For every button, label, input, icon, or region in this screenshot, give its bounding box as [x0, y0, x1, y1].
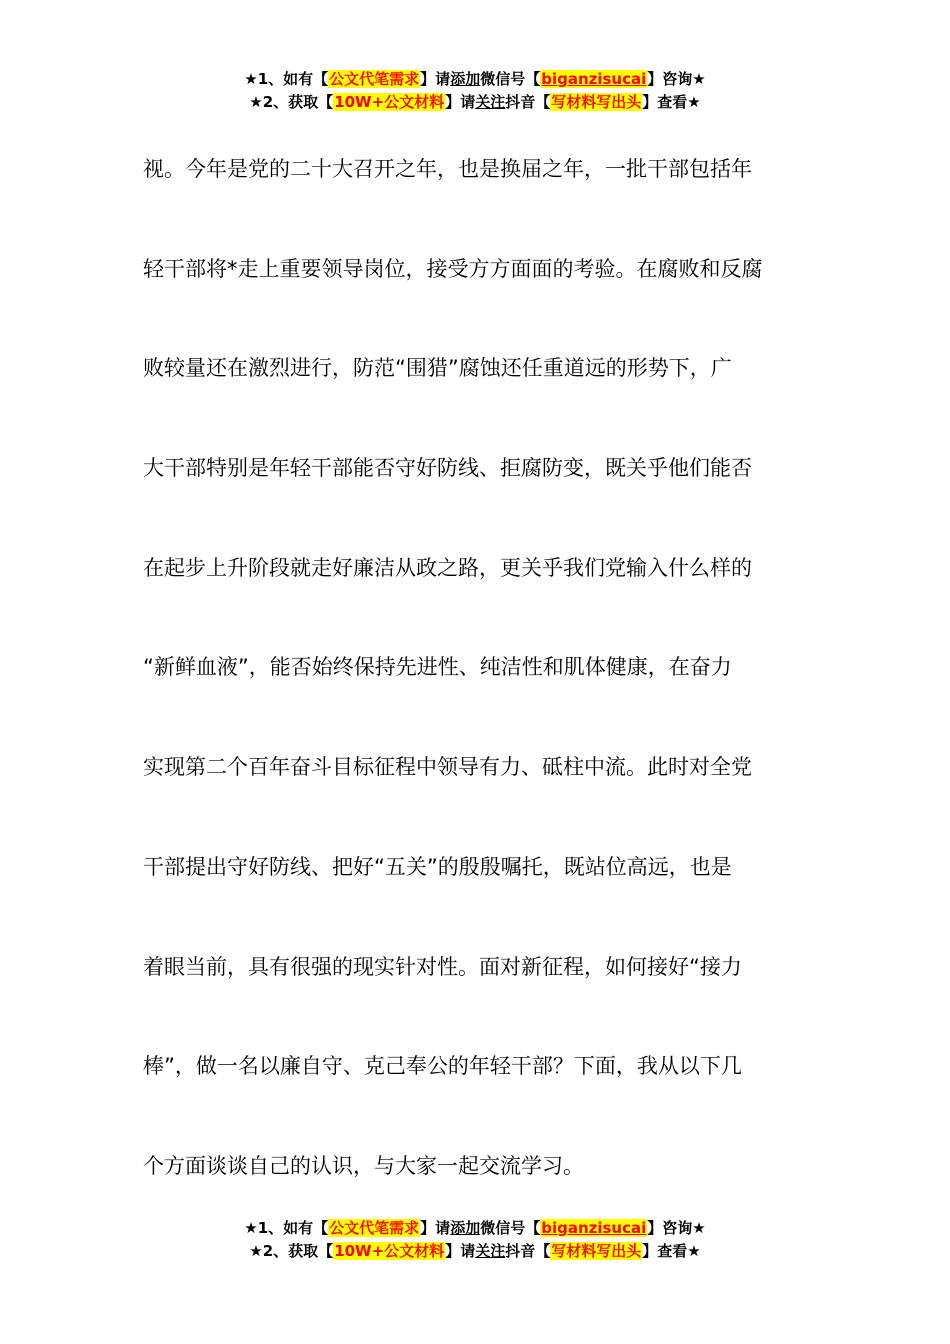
banner-line-2-mid2: 抖音【	[505, 93, 551, 111]
banner-highlight-service: 公文代笔需求	[329, 70, 420, 88]
body-line: 个方面谈谈自己的认识，与大家一起交流学习。	[143, 1153, 584, 1178]
header-banner	[0, 68, 950, 114]
footer-line-1-mid: 】请	[420, 1219, 451, 1237]
banner-line-1	[0, 68, 950, 91]
body-line: 败较量还在激烈进行，防范“围猎”腐蚀还任重道远的形势下，广	[143, 356, 732, 381]
footer-line-2-prefix: ★2、获取【	[249, 1242, 334, 1260]
body-line: 视。今年是党的二十大召开之年，也是换届之年，一批干部包括年	[143, 157, 752, 181]
banner-line-1-prefix: ★1、如有【	[244, 70, 329, 88]
banner-underline-add: 添加	[450, 70, 481, 88]
footer-line-2-mid: 】请	[445, 1242, 476, 1260]
footer-highlight-materials: 10W+公文材料	[334, 1242, 445, 1260]
footer-line-2-mid2: 抖音【	[505, 1242, 551, 1260]
banner-line-1-mid2: 微信号【	[480, 70, 541, 88]
footer-line-2-suffix: 】查看★	[642, 1242, 701, 1260]
body-paragraph	[143, 120, 813, 1217]
banner-underline-follow: 关注	[475, 93, 506, 111]
footer-highlight-service: 公文代笔需求	[329, 1219, 420, 1237]
banner-line-2	[0, 91, 950, 114]
banner-line-1-suffix: 】咨询★	[647, 70, 706, 88]
body-line: 干部提出守好防线、把好“五关”的殷殷嘱托，既站位高远，也是	[143, 854, 732, 879]
banner-highlight-materials: 10W+公文材料	[334, 93, 445, 111]
body-line: 大干部特别是年轻干部能否守好防线、拒腐防变，既关乎他们能否	[143, 456, 752, 481]
footer-banner-line-2	[0, 1240, 950, 1263]
footer-underline-add: 添加	[450, 1219, 481, 1237]
banner-line-1-mid: 】请	[420, 70, 451, 88]
body-line: 着眼当前，具有很强的现实针对性。面对新征程，如何接好“接力	[143, 954, 742, 979]
footer-highlight-douyin-account: 写材料写出头	[551, 1242, 642, 1260]
body-line: “新鲜血液”，能否始终保持先进性、纯洁性和肌体健康，在奋力	[143, 655, 732, 680]
footer-underline-follow: 关注	[475, 1242, 506, 1260]
body-line: 棒”，做一名以廉自守、克己奉公的年轻干部？下面，我从以下几	[143, 1054, 742, 1079]
banner-line-2-prefix: ★2、获取【	[249, 93, 334, 111]
footer-highlight-wechat-id: biganzisucai	[541, 1219, 647, 1237]
body-line: 轻干部将*走上重要领导岗位，接受方方面面的考验。在腐败和反腐	[143, 256, 763, 281]
footer-banner-line-1	[0, 1217, 950, 1240]
banner-highlight-douyin-account: 写材料写出头	[551, 93, 642, 111]
footer-line-1-prefix: ★1、如有【	[244, 1219, 329, 1237]
footer-banner	[0, 1217, 950, 1263]
footer-line-1-suffix: 】咨询★	[647, 1219, 706, 1237]
banner-highlight-wechat-id: biganzisucai	[541, 70, 647, 88]
body-line: 实现第二个百年奋斗目标征程中领导有力、砥柱中流。此时对全党	[143, 755, 752, 780]
footer-line-1-mid2: 微信号【	[480, 1219, 541, 1237]
body-line: 在起步上升阶段就走好廉洁从政之路，更关乎我们党输入什么样的	[143, 555, 752, 580]
banner-line-2-mid: 】请	[445, 93, 476, 111]
banner-line-2-suffix: 】查看★	[642, 93, 701, 111]
